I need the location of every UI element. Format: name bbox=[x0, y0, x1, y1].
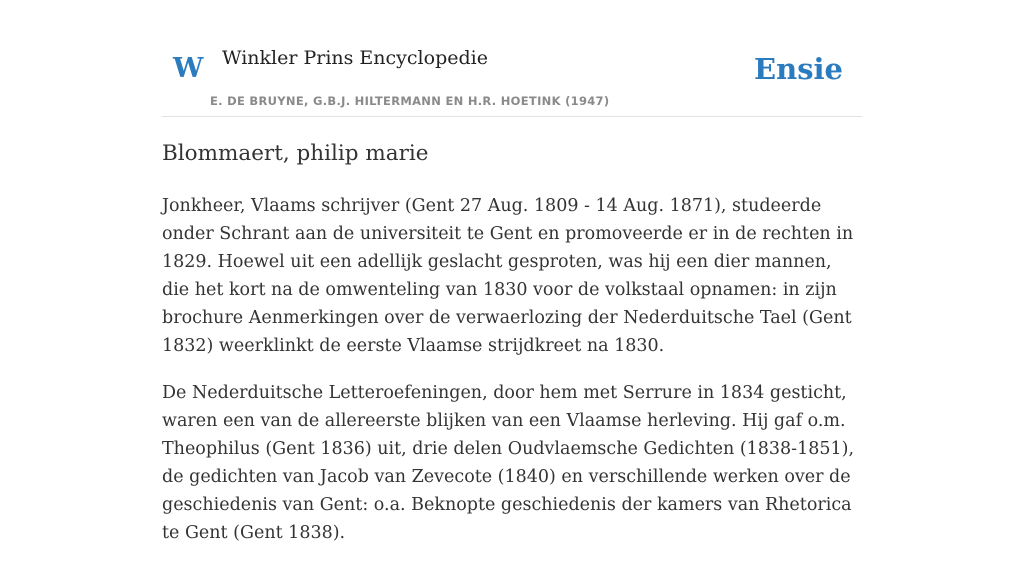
entry-paragraph: Jonkheer, Vlaams schrijver (Gent 27 Aug. 1809 - 14 Aug. 1871), studeerde onder Schrant aan de universiteit te Gent en promoveerde er in de rechten in 1829. Hoewel uit een adellijk geslacht gesproten, was hij een dier mannen, die het kort na de omwenteling van 1830 voor de volkstaal opnamen: in zijn brochure Aenmerkingen over de verwaerlozing der Nederduitsche Tael (Gent 1832) weerklinkt de eerste Vlaamse strijdkreet na 1830. bbox=[162, 196, 854, 356]
content-container bbox=[162, 0, 862, 543]
entry-body bbox=[162, 192, 862, 566]
encyclopedia-title[interactable]: Winkler Prins Encyclopedie bbox=[222, 47, 488, 69]
encyclopedia-authors: E. DE BRUYNE, G.B.J. HILTERMANN EN H.R. HOETINK (1947) bbox=[210, 94, 610, 108]
entry-paragraph: De Nederduitsche Letteroefeningen, door hem met Serrure in 1834 gesticht, waren een van de allereerste blijken van een Vlaamse herleving. Hij gaf o.m. Theophilus (Gent 1836) uit, drie delen Oudvlaemsche Gedichten (1838-1851), de gedichten van Jacob van Zevecote (1840) en verschillende werken over de geschiedenis van Gent: o.a. Beknopte geschiedenis der kamers van Rhetorica te Gent (Gent 1838). bbox=[162, 383, 855, 543]
encyclopedia-header bbox=[162, 0, 862, 117]
entry-title: Blommaert, philip marie bbox=[162, 141, 429, 166]
winkler-prins-logo[interactable]: W bbox=[173, 53, 204, 84]
ensie-logo[interactable]: Ensie bbox=[754, 52, 843, 86]
